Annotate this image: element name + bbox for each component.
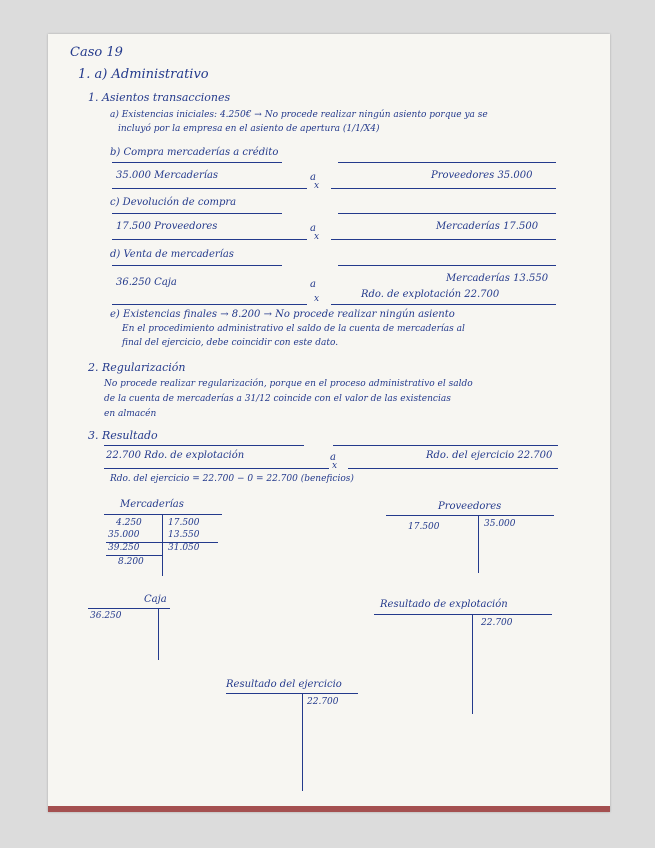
result-credit: Rdo. del ejercicio 22.700 (426, 450, 553, 461)
t-account-haber-value: 13.550 (168, 530, 200, 540)
journal-line (331, 188, 556, 189)
journal-line (104, 445, 304, 446)
item-c-credit: Mercaderías 17.500 (436, 221, 539, 232)
journal-line (348, 468, 558, 469)
t-account-divider (158, 608, 159, 660)
item-e-text-2: En el procedimiento administrativo el saldo de la cuenta de mercaderías al (122, 324, 465, 334)
t-account-haber-value: 17.500 (168, 518, 200, 528)
t-account-debe-value: 39.250 (108, 543, 140, 553)
page-bottom-edge (48, 806, 610, 812)
t-account-top-line (374, 614, 552, 615)
t-account-debe-value: 17.500 (408, 522, 440, 532)
item-e-text-3: final del ejercicio, debe coincidir con este dato. (122, 338, 339, 348)
journal-line (112, 188, 307, 189)
t-account-title: Resultado del ejercicio (226, 679, 342, 690)
scanned-page (48, 34, 610, 812)
journal-line (338, 162, 556, 163)
t-account-divider (302, 693, 303, 791)
journal-line (331, 239, 556, 240)
journal-line (112, 239, 307, 240)
t-account-title: Proveedores (438, 501, 502, 512)
t-account-divider (478, 515, 479, 573)
item-b-debit: 35.000 Mercaderías (116, 170, 219, 181)
item-c-debit: 17.500 Proveedores (116, 221, 218, 232)
item-d-debit: 36.250 Caja (116, 277, 177, 288)
item-b-label: b) Compra mercaderías a crédito (110, 147, 279, 158)
regularization-text-2: de la cuenta de mercaderías a 31/12 coincide con el valor de las existencias (104, 394, 451, 404)
page-title: Caso 19 (70, 45, 123, 60)
item-a-text-1: a) Existencias iniciales: 4.250€ → No procede realizar ningún asiento porque ya se (110, 110, 488, 120)
entry-connector: a (310, 172, 316, 183)
t-account-debe-value: 35.000 (108, 530, 140, 540)
journal-line (338, 213, 556, 214)
subsection-2-heading: 2. Regularización (88, 361, 186, 374)
item-c-label: c) Devolución de compra (110, 197, 237, 208)
t-account-top-line (226, 693, 358, 694)
t-account-debe-value: 8.200 (118, 557, 144, 567)
t-account-subtotal-line (106, 555, 162, 556)
t-account-haber-value: 31.050 (168, 543, 200, 553)
entry-cross: x (314, 181, 320, 191)
t-account-top-line (104, 514, 222, 515)
t-account-divider (162, 514, 163, 576)
journal-line (112, 162, 282, 163)
t-account-debe-value: 36.250 (90, 611, 122, 621)
t-account-title: Mercaderías (120, 499, 184, 510)
item-d-label: d) Venta de mercaderías (110, 249, 234, 260)
journal-line (112, 213, 282, 214)
entry-cross: x (314, 294, 320, 304)
t-account-debe-value: 4.250 (116, 518, 142, 528)
entry-connector: a (310, 223, 316, 234)
entry-cross: x (332, 461, 338, 471)
t-account-title: Resultado de explotación (380, 599, 508, 610)
journal-line (333, 445, 558, 446)
regularization-text-1: No procede realizar regularización, porque en el proceso administrativo el saldo (104, 379, 473, 389)
section-heading: 1. a) Administrativo (78, 67, 209, 82)
journal-line (112, 304, 307, 305)
journal-line (331, 304, 556, 305)
journal-line (104, 468, 329, 469)
t-account-title: Caja (144, 594, 167, 605)
t-account-top-line (386, 515, 554, 516)
regularization-text-3: en almacén (104, 409, 157, 419)
t-account-haber-value: 35.000 (484, 519, 516, 529)
subsection-3-heading: 3. Resultado (88, 429, 158, 442)
journal-line (112, 265, 282, 266)
subsection-1-heading: 1. Asientos transacciones (88, 91, 231, 104)
item-d-credit-1: Mercaderías 13.550 (446, 273, 549, 284)
result-debit: 22.700 Rdo. de explotación (106, 450, 245, 461)
item-b-credit: Proveedores 35.000 (431, 170, 533, 181)
item-a-text-2: incluyó por la empresa en el asiento de apertura (1/1/X4) (118, 124, 380, 134)
t-account-divider (472, 614, 473, 714)
journal-line (338, 265, 556, 266)
t-account-haber-value: 22.700 (307, 697, 339, 707)
t-account-haber-value: 22.700 (481, 618, 513, 628)
result-note: Rdo. del ejercicio = 22.700 − 0 = 22.700 (beneficios) (110, 474, 354, 484)
entry-connector: a (330, 452, 336, 463)
item-d-credit-2: Rdo. de explotación 22.700 (361, 289, 500, 300)
entry-cross: x (314, 232, 320, 242)
entry-connector: a (310, 279, 316, 290)
item-e-text-1: e) Existencias finales → 8.200 → No procede realizar ningún asiento (110, 309, 455, 320)
